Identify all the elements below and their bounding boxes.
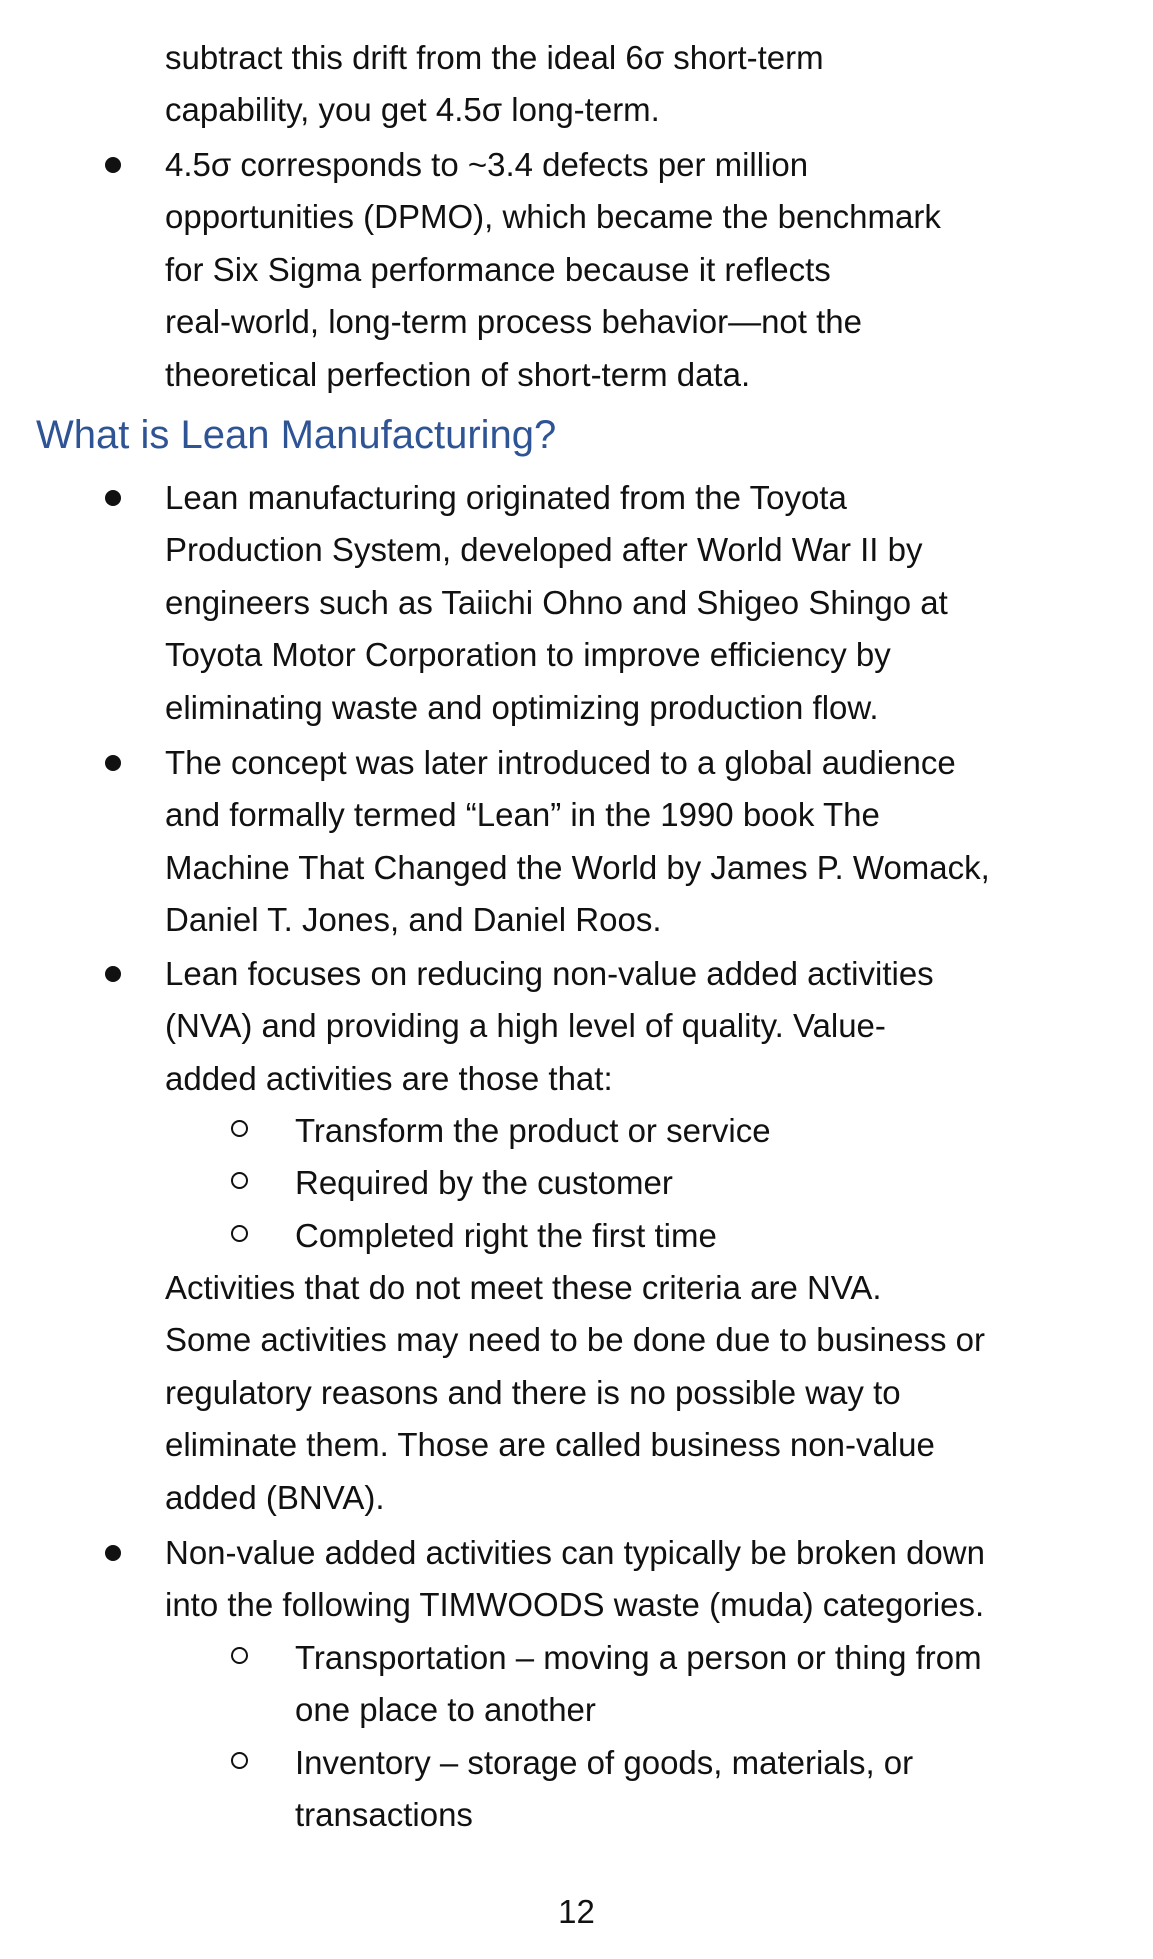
text-line: real-world, long-term process behavior—not the (165, 303, 862, 341)
section-heading: What is Lean Manufacturing? (36, 413, 557, 457)
text-line: Lean manufacturing originated from the Toyota (165, 479, 847, 516)
text-line: (NVA) and providing a high level of quality. Value- (165, 1007, 886, 1045)
bullet-icon (105, 490, 121, 506)
text-line: engineers such as Taiichi Ohno and Shigeo Shingo at (165, 583, 948, 621)
sub-list-item-inventory (295, 1737, 1085, 1842)
bullet-icon (105, 1545, 121, 1561)
text-line: Transportation – moving a person or thing from (295, 1639, 982, 1676)
text-line: theoretical perfection of short-term data. (165, 355, 751, 393)
sub-bullet-icon (231, 1120, 248, 1137)
text-line: and formally termed “Lean” in the 1990 book The (165, 796, 880, 834)
sub-bullet-icon (231, 1752, 248, 1769)
sub-bullet-icon (231, 1647, 248, 1664)
sub-bullet-icon (231, 1225, 248, 1242)
text-line: Toyota Motor Corporation to improve efficiency by (165, 636, 891, 674)
text-line: Inventory – storage of goods, materials, or (295, 1744, 914, 1781)
text-line: eliminating waste and optimizing production flow. (165, 688, 879, 726)
text-line: The concept was later introduced to a global audience (165, 744, 956, 781)
sub-list-item (295, 1105, 1085, 1157)
text-line: Completed right the first time (295, 1217, 717, 1254)
bullet-item-dpmo (165, 139, 1085, 401)
text-line: Some activities may need to be done due to business or (165, 1321, 985, 1359)
sub-list-item (295, 1210, 1085, 1262)
text-line: Production System, developed after World War II by (165, 531, 923, 569)
text-line: Non-value added activities can typically be broken down (165, 1534, 985, 1571)
text-line: added activities are those that: (165, 1059, 613, 1097)
text-line: subtract this drift from the ideal 6σ short-term (165, 39, 824, 76)
text-line: eliminate them. Those are called business non-value (165, 1426, 935, 1464)
text-line: regulatory reasons and there is no possible way to (165, 1373, 901, 1411)
nva-explanation-paragraph (165, 1262, 1085, 1524)
bullet-item-concept (165, 737, 1085, 947)
bullet-item-timwoods (165, 1527, 1085, 1632)
bullet-icon (105, 755, 121, 771)
text-line: Lean focuses on reducing non-value added activities (165, 955, 934, 992)
text-line: into the following TIMWOODS waste (muda) categories. (165, 1586, 985, 1624)
bullet-item-origin (165, 472, 1085, 734)
text-line: capability, you get 4.5σ long-term. (165, 91, 660, 129)
text-line: Activities that do not meet these criteria are NVA. (165, 1269, 882, 1306)
text-line: opportunities (DPMO), which became the benchmark (165, 198, 941, 236)
bullet-icon (105, 966, 121, 982)
bullet-item-focus (165, 948, 1085, 1105)
text-line: for Six Sigma performance because it reflects (165, 250, 831, 288)
text-line: Machine That Changed the World by James P. Womack, (165, 848, 990, 886)
sub-bullet-icon (231, 1172, 248, 1189)
text-line: Required by the customer (295, 1164, 673, 1201)
text-line: Daniel T. Jones, and Daniel Roos. (165, 901, 662, 939)
text-line: added (BNVA). (165, 1478, 385, 1516)
text-line: 4.5σ corresponds to ~3.4 defects per million (165, 146, 809, 183)
continuation-paragraph (165, 32, 1085, 137)
bullet-icon (105, 157, 121, 173)
sub-list-item-transportation (295, 1632, 1085, 1737)
text-line: transactions (295, 1796, 473, 1834)
text-line: Transform the product or service (295, 1112, 771, 1149)
page-number: 12 (558, 1893, 595, 1930)
sub-list-item (295, 1157, 1085, 1209)
text-line: one place to another (295, 1691, 596, 1729)
